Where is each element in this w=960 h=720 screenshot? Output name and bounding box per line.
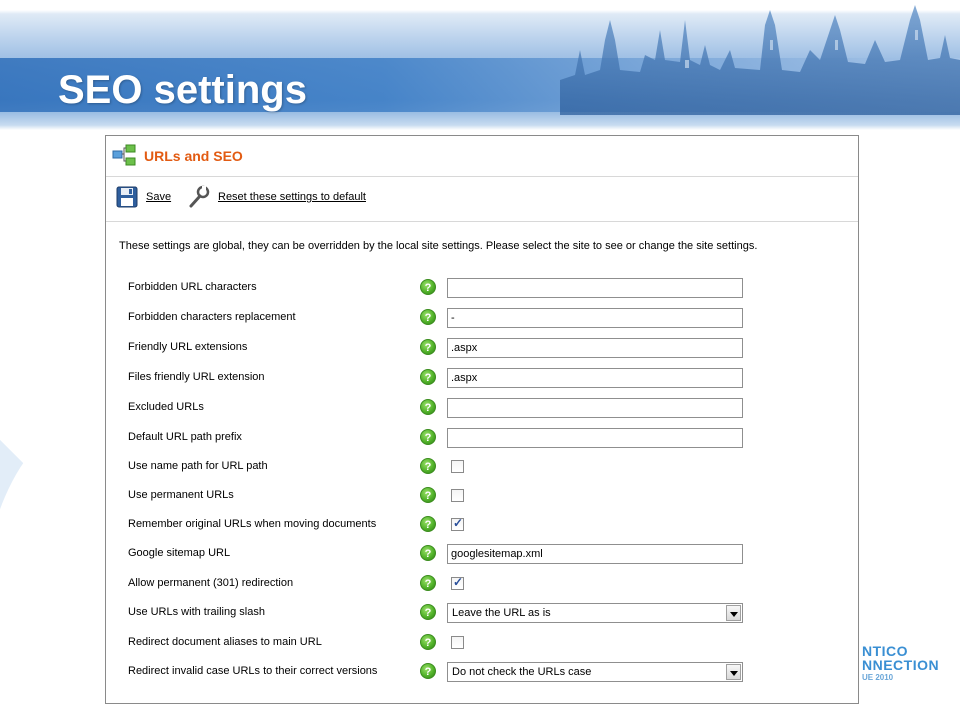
reset-label[interactable]: Reset these settings to default [218,191,366,203]
setting-label: Friendly URL extensions [128,341,248,353]
setting-row [106,336,858,360]
setting-checkbox[interactable] [451,460,464,473]
setting-label: Use permanent URLs [128,489,234,501]
site-map-icon [112,144,136,166]
checkmark-icon: ✓ [453,516,464,530]
setting-row [106,660,858,684]
setting-dropdown[interactable] [447,662,743,682]
chevron-down-icon[interactable] [726,664,741,680]
panel-title: URLs and SEO [144,148,243,164]
setting-text-input[interactable] [447,368,743,388]
city-skyline-image [520,0,960,115]
setting-row [106,455,858,479]
panel-header [106,136,858,177]
help-icon[interactable]: ? [420,279,436,295]
dropdown-selected-value: Leave the URL as is [452,607,551,619]
setting-text-input[interactable] [447,398,743,418]
setting-row [106,631,858,655]
help-icon[interactable]: ? [420,399,436,415]
reset-defaults-button[interactable] [188,185,488,211]
setting-label: Redirect document aliases to main URL [128,636,322,648]
setting-label: Excluded URLs [128,401,204,413]
setting-row [106,572,858,596]
setting-label: Remember original URLs when moving documents [128,518,377,530]
setting-row [106,542,858,566]
setting-label: Use name path for URL path [128,460,268,472]
help-icon[interactable]: ? [420,369,436,385]
checkmark-icon: ✓ [453,575,464,589]
setting-text-input[interactable] [447,278,743,298]
help-icon[interactable]: ? [420,545,436,561]
setting-row [106,601,858,625]
setting-label: Redirect invalid case URLs to their correct versions [128,665,378,677]
setting-label: Google sitemap URL [128,547,231,559]
setting-label: Files friendly URL extension [128,371,265,383]
help-icon[interactable]: ? [420,575,436,591]
help-icon[interactable]: ? [420,487,436,503]
slide-title: SEO settings [58,68,307,112]
help-icon[interactable]: ? [420,429,436,445]
dropdown-selected-value: Do not check the URLs case [452,666,592,678]
floppy-disk-icon [116,185,138,209]
intro-text: These settings are global, they can be overridden by the local site settings. Please select the site to see or change the site settings. [119,240,758,252]
setting-checkbox[interactable] [451,518,464,531]
help-icon[interactable]: ? [420,663,436,679]
setting-row [106,513,858,537]
setting-text-input[interactable] [447,338,743,358]
setting-row [106,426,858,450]
save-label[interactable]: Save [146,191,172,203]
setting-text-input[interactable] [447,428,743,448]
help-icon[interactable]: ? [420,604,436,620]
help-icon[interactable]: ? [420,309,436,325]
chevron-down-icon[interactable] [726,605,741,621]
setting-label: Forbidden characters replacement [128,311,296,323]
setting-row [106,276,858,300]
setting-row [106,306,858,330]
setting-label: Default URL path prefix [128,431,242,443]
help-icon[interactable]: ? [420,458,436,474]
setting-checkbox[interactable] [451,636,464,649]
logo-line-3: UE 2010 [862,673,894,682]
save-button[interactable] [116,185,176,211]
wrench-icon [188,185,210,209]
setting-label: Forbidden URL characters [128,281,257,293]
setting-label: Allow permanent (301) redirection [128,577,294,589]
logo-line-1: NTICO [862,643,909,659]
setting-label: Use URLs with trailing slash [128,606,265,618]
setting-text-input[interactable] [447,544,743,564]
help-icon[interactable]: ? [420,516,436,532]
help-icon[interactable]: ? [420,339,436,355]
setting-row [106,484,858,508]
setting-text-input[interactable] [447,308,743,328]
help-icon[interactable]: ? [420,634,436,650]
setting-row [106,366,858,390]
setting-dropdown[interactable] [447,603,743,623]
setting-row [106,396,858,420]
setting-checkbox[interactable] [451,489,464,502]
toolbar [106,177,858,222]
conference-logo [862,643,960,688]
settings-panel [105,135,859,704]
setting-checkbox[interactable] [451,577,464,590]
logo-line-2: NNECTION [862,657,940,673]
